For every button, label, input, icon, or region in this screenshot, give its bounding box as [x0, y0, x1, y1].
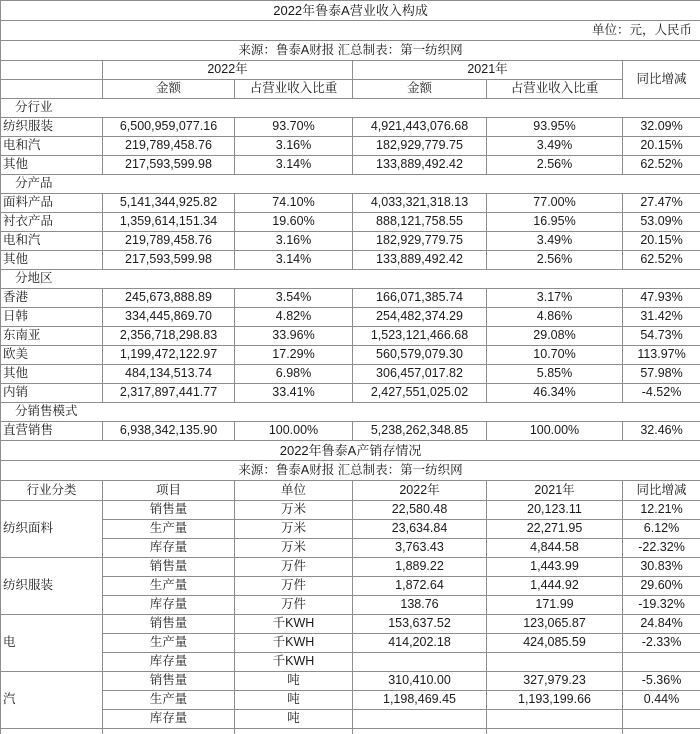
row-amount-2022: 2,356,718,298.83 [103, 327, 235, 346]
table-row [1, 213, 700, 232]
row-item: 库存量 [103, 596, 235, 615]
row-value-2021: 171.99 [487, 596, 623, 615]
row-yoy: 0.44% [623, 691, 700, 710]
table-row [1, 558, 700, 577]
cell-clipped [623, 729, 700, 734]
header-year-2022: 2022年 [103, 61, 353, 80]
row-item: 生产量 [103, 634, 235, 653]
row-value-2021: 22,271.95 [487, 520, 623, 539]
row-ratio-2022: 3.54% [235, 289, 353, 308]
header-item: 项目 [103, 481, 235, 501]
row-amount-2021: 133,889,492.42 [353, 156, 487, 175]
cell-clipped [487, 729, 623, 734]
row-category-label: 纺织面料 [1, 501, 103, 558]
table-row [1, 615, 700, 634]
cell-clipped [1, 729, 103, 734]
header-ratio-2021: 占营业收入比重 [487, 80, 623, 99]
group-header-row [1, 270, 700, 289]
row-ratio-2022: 33.41% [235, 384, 353, 403]
table1-header-sub [1, 80, 700, 99]
row-yoy: 53.09% [623, 213, 700, 232]
row-value-2022: 22,580.48 [353, 501, 487, 520]
row-value-2022 [353, 710, 487, 729]
table-row [1, 520, 700, 539]
table-row [1, 308, 700, 327]
row-unit: 吨 [235, 672, 353, 691]
row-unit: 万件 [235, 596, 353, 615]
row-item: 库存量 [103, 539, 235, 558]
row-ratio-2021: 93.95% [487, 118, 623, 137]
row-label: 日韩 [1, 308, 103, 327]
table-row [1, 232, 700, 251]
row-yoy: -19.32% [623, 596, 700, 615]
row-ratio-2021: 16.95% [487, 213, 623, 232]
row-label: 直营销售 [1, 422, 103, 441]
row-amount-2022: 217,593,599.98 [103, 156, 235, 175]
header-year-2021: 2021年 [353, 61, 623, 80]
row-amount-2022: 6,938,342,135.90 [103, 422, 235, 441]
row-label: 内销 [1, 384, 103, 403]
row-value-2021: 1,444.92 [487, 577, 623, 596]
row-yoy [623, 653, 700, 672]
row-yoy: 62.52% [623, 156, 700, 175]
row-ratio-2021: 3.49% [487, 232, 623, 251]
row-label: 欧美 [1, 346, 103, 365]
row-unit: 万米 [235, 539, 353, 558]
row-value-2021: 327,979.23 [487, 672, 623, 691]
table-row [1, 384, 700, 403]
group-header-label: 分行业 [1, 99, 700, 118]
row-value-2022: 153,637.52 [353, 615, 487, 634]
row-amount-2021: 182,929,779.75 [353, 232, 487, 251]
table-row [1, 501, 700, 520]
header-year-2022: 2022年 [353, 481, 487, 501]
row-item: 库存量 [103, 710, 235, 729]
table-row [1, 251, 700, 270]
row-unit: 万米 [235, 520, 353, 539]
row-value-2021: 4,844.58 [487, 539, 623, 558]
table-row [1, 539, 700, 558]
table1-title-row [1, 1, 700, 21]
row-yoy: 47.93% [623, 289, 700, 308]
row-yoy: -22.32% [623, 539, 700, 558]
table2-source-row [1, 461, 700, 481]
group-header-row [1, 99, 700, 118]
row-amount-2022: 219,789,458.76 [103, 137, 235, 156]
table-row [1, 156, 700, 175]
row-ratio-2022: 3.16% [235, 137, 353, 156]
row-amount-2022: 484,134,513.74 [103, 365, 235, 384]
row-ratio-2022: 33.96% [235, 327, 353, 346]
table-row [1, 194, 700, 213]
row-ratio-2021: 100.00% [487, 422, 623, 441]
row-yoy: -5.36% [623, 672, 700, 691]
row-item: 生产量 [103, 577, 235, 596]
table-row-clipped [1, 729, 700, 734]
row-yoy: 62.52% [623, 251, 700, 270]
row-item: 生产量 [103, 520, 235, 539]
header-yoy: 同比增减 [623, 61, 700, 99]
table-row [1, 346, 700, 365]
header-year-2021: 2021年 [487, 481, 623, 501]
group-header-label: 分产品 [1, 175, 700, 194]
row-ratio-2022: 74.10% [235, 194, 353, 213]
table-row [1, 327, 700, 346]
row-yoy [623, 710, 700, 729]
row-label: 电和汽 [1, 232, 103, 251]
row-unit: 吨 [235, 710, 353, 729]
table1-title: 2022年鲁泰A营业收入构成 [1, 1, 700, 21]
row-amount-2021: 254,482,374.29 [353, 308, 487, 327]
row-ratio-2021: 3.49% [487, 137, 623, 156]
row-label: 衬衣产品 [1, 213, 103, 232]
row-yoy: 57.98% [623, 365, 700, 384]
table-row [1, 422, 700, 441]
header-category: 行业分类 [1, 481, 103, 501]
row-value-2021: 1,193,199.66 [487, 691, 623, 710]
row-ratio-2021: 4.86% [487, 308, 623, 327]
row-value-2021: 20,123.11 [487, 501, 623, 520]
row-yoy: 24.84% [623, 615, 700, 634]
header-amount-2021: 金额 [353, 80, 487, 99]
row-amount-2021: 5,238,262,348.85 [353, 422, 487, 441]
row-value-2022: 310,410.00 [353, 672, 487, 691]
row-yoy: 32.09% [623, 118, 700, 137]
row-label: 其他 [1, 251, 103, 270]
row-unit: 万件 [235, 558, 353, 577]
row-yoy: 20.15% [623, 232, 700, 251]
group-header-row [1, 403, 700, 422]
row-value-2021 [487, 653, 623, 672]
row-item: 销售量 [103, 672, 235, 691]
table-row [1, 365, 700, 384]
row-ratio-2021: 46.34% [487, 384, 623, 403]
row-amount-2022: 217,593,599.98 [103, 251, 235, 270]
header-unit: 单位 [235, 481, 353, 501]
table-row [1, 653, 700, 672]
header-corner-blank [1, 61, 103, 80]
row-amount-2021: 1,523,121,466.68 [353, 327, 487, 346]
row-value-2022: 1,872.64 [353, 577, 487, 596]
header-ratio-2022: 占营业收入比重 [235, 80, 353, 99]
row-ratio-2021: 2.56% [487, 156, 623, 175]
row-unit: 万米 [235, 501, 353, 520]
row-value-2021: 1,443.99 [487, 558, 623, 577]
table2-title: 2022年鲁泰A产销存情况 [1, 441, 700, 461]
row-category-label: 纺织服装 [1, 558, 103, 615]
row-amount-2021: 560,579,079.30 [353, 346, 487, 365]
table1-header-top [1, 61, 700, 80]
row-ratio-2022: 19.60% [235, 213, 353, 232]
row-amount-2022: 1,359,614,151.34 [103, 213, 235, 232]
row-unit: 千KWH [235, 634, 353, 653]
row-yoy: 20.15% [623, 137, 700, 156]
table-row [1, 577, 700, 596]
row-value-2022: 3,763.43 [353, 539, 487, 558]
group-header-row [1, 175, 700, 194]
cell-clipped [103, 729, 235, 734]
row-amount-2021: 4,921,443,076.68 [353, 118, 487, 137]
row-yoy: 30.83% [623, 558, 700, 577]
row-amount-2022: 5,141,344,925.82 [103, 194, 235, 213]
row-unit: 千KWH [235, 615, 353, 634]
row-value-2022: 1,198,469.45 [353, 691, 487, 710]
row-amount-2021: 166,071,385.74 [353, 289, 487, 308]
row-category-label: 汽 [1, 672, 103, 729]
row-yoy: -4.52% [623, 384, 700, 403]
table1-source-row [1, 41, 700, 61]
row-ratio-2022: 3.14% [235, 156, 353, 175]
row-ratio-2022: 17.29% [235, 346, 353, 365]
row-ratio-2021: 29.08% [487, 327, 623, 346]
row-yoy: 31.42% [623, 308, 700, 327]
table2-header-row [1, 481, 700, 501]
row-amount-2021: 182,929,779.75 [353, 137, 487, 156]
row-ratio-2021: 10.70% [487, 346, 623, 365]
row-ratio-2022: 100.00% [235, 422, 353, 441]
row-label: 纺织服装 [1, 118, 103, 137]
row-value-2022: 23,634.84 [353, 520, 487, 539]
row-item: 销售量 [103, 615, 235, 634]
row-amount-2021: 2,427,551,025.02 [353, 384, 487, 403]
table-row [1, 634, 700, 653]
row-label: 其他 [1, 365, 103, 384]
table-row [1, 672, 700, 691]
row-ratio-2022: 4.82% [235, 308, 353, 327]
row-label: 东南亚 [1, 327, 103, 346]
row-value-2021: 123,065.87 [487, 615, 623, 634]
header-corner-blank2 [1, 80, 103, 99]
row-item: 生产量 [103, 691, 235, 710]
row-ratio-2022: 3.14% [235, 251, 353, 270]
table-row [1, 691, 700, 710]
row-amount-2022: 245,673,888.89 [103, 289, 235, 308]
row-amount-2022: 2,317,897,441.77 [103, 384, 235, 403]
row-unit: 千KWH [235, 653, 353, 672]
row-value-2021: 424,085.59 [487, 634, 623, 653]
row-unit: 万件 [235, 577, 353, 596]
row-ratio-2021: 3.17% [487, 289, 623, 308]
row-item: 库存量 [103, 653, 235, 672]
table-row [1, 137, 700, 156]
row-ratio-2022: 6.98% [235, 365, 353, 384]
row-ratio-2022: 93.70% [235, 118, 353, 137]
row-yoy: 29.60% [623, 577, 700, 596]
row-amount-2021: 4,033,321,318.13 [353, 194, 487, 213]
table2-source-label: 来源：鲁泰A财报 汇总制表：第一纺织网 [1, 461, 700, 481]
row-label: 面料产品 [1, 194, 103, 213]
row-yoy: 54.73% [623, 327, 700, 346]
row-value-2022: 1,889.22 [353, 558, 487, 577]
table-row [1, 710, 700, 729]
row-amount-2021: 306,457,017.82 [353, 365, 487, 384]
row-yoy: 27.47% [623, 194, 700, 213]
header-amount-2022: 金额 [103, 80, 235, 99]
row-amount-2021: 888,121,758.55 [353, 213, 487, 232]
table-row [1, 118, 700, 137]
row-item: 销售量 [103, 501, 235, 520]
group-header-label: 分销售模式 [1, 403, 700, 422]
row-label: 电和汽 [1, 137, 103, 156]
row-ratio-2021: 77.00% [487, 194, 623, 213]
cell-clipped [353, 729, 487, 734]
row-amount-2022: 1,199,472,122.97 [103, 346, 235, 365]
table1-source-label: 来源：鲁泰A财报 汇总制表：第一纺织网 [1, 41, 700, 61]
row-ratio-2022: 3.16% [235, 232, 353, 251]
group-header-label: 分地区 [1, 270, 700, 289]
row-value-2022: 414,202.18 [353, 634, 487, 653]
row-unit: 吨 [235, 691, 353, 710]
row-ratio-2021: 5.85% [487, 365, 623, 384]
table-row [1, 289, 700, 308]
row-item: 销售量 [103, 558, 235, 577]
table1-unit-label: 单位：元，人民币 [1, 21, 700, 41]
row-amount-2022: 219,789,458.76 [103, 232, 235, 251]
table-row [1, 596, 700, 615]
row-amount-2022: 6,500,959,077.16 [103, 118, 235, 137]
row-value-2022 [353, 653, 487, 672]
row-ratio-2021: 2.56% [487, 251, 623, 270]
row-amount-2022: 334,445,869.70 [103, 308, 235, 327]
row-category-label: 电 [1, 615, 103, 672]
table2-title-row [1, 441, 700, 461]
cell-clipped [235, 729, 353, 734]
table1-unit-row [1, 21, 700, 41]
row-label: 香港 [1, 289, 103, 308]
row-yoy: 6.12% [623, 520, 700, 539]
row-label: 其他 [1, 156, 103, 175]
row-value-2022: 138.76 [353, 596, 487, 615]
row-amount-2021: 133,889,492.42 [353, 251, 487, 270]
header-yoy: 同比增减 [623, 481, 700, 501]
row-yoy: 12.21% [623, 501, 700, 520]
row-yoy: -2.33% [623, 634, 700, 653]
row-yoy: 113.97% [623, 346, 700, 365]
row-value-2021 [487, 710, 623, 729]
row-yoy: 32.46% [623, 422, 700, 441]
